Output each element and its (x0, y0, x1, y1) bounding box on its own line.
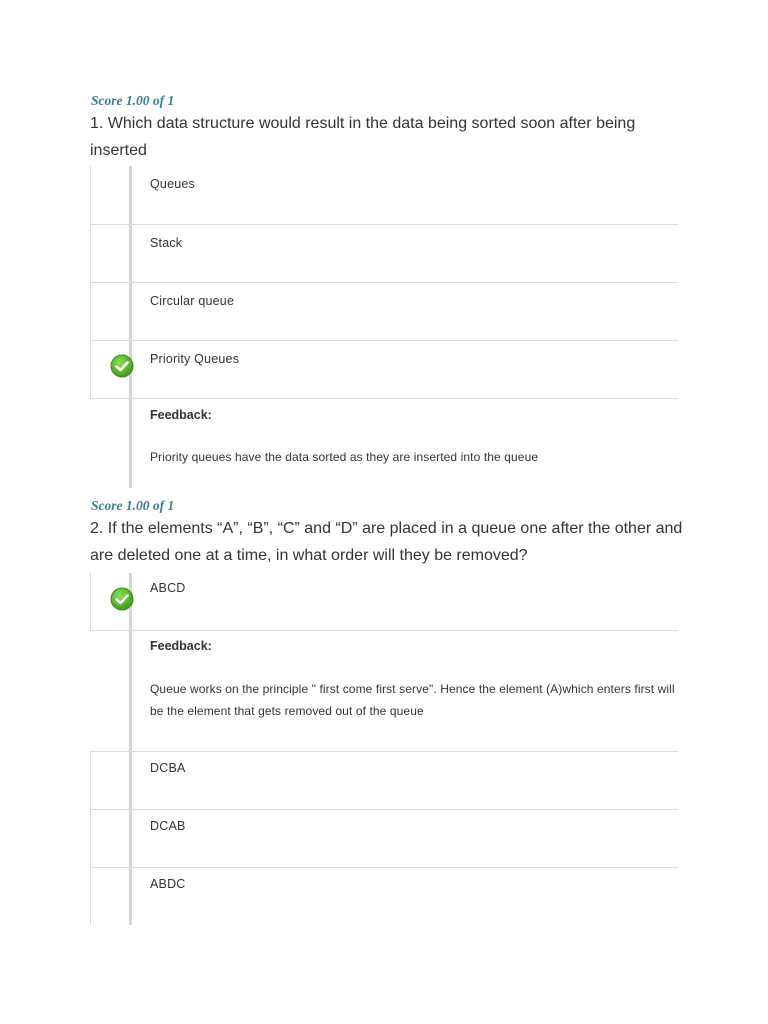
check-circle-icon (110, 354, 134, 378)
answer-label: ABCD (150, 581, 186, 595)
feedback-label: Feedback: (150, 639, 212, 653)
answer-label: DCBA (150, 761, 186, 775)
answer-label: ABDC (150, 877, 186, 891)
answer-option[interactable] (90, 224, 678, 282)
feedback-label: Feedback: (150, 408, 212, 422)
feedback-panel (90, 398, 678, 488)
answer-option[interactable] (90, 751, 678, 809)
answer-option[interactable] (90, 809, 678, 867)
feedback-panel (90, 630, 678, 751)
answer-option[interactable] (90, 166, 678, 224)
answer-option[interactable] (90, 867, 678, 925)
answer-label: Circular queue (150, 294, 235, 308)
answer-option-correct[interactable] (90, 340, 678, 398)
answer-option[interactable] (90, 282, 678, 340)
question-1-text: 1. Which data structure would result in the data being sorted soon after being inserted (90, 115, 636, 159)
question-2-score: Score 1.00 of 1 (91, 498, 175, 513)
check-circle-icon (110, 587, 134, 611)
question-2-answers (90, 573, 678, 925)
question-2-text: 2. If the elements “A”, “B”, “C” and “D” are placed in a queue one after the other and are deleted one at a time, in what order will they be removed? (90, 520, 683, 564)
answer-label: DCAB (150, 819, 186, 833)
question-1-answers (90, 166, 678, 488)
feedback-text: Priority queues have the data sorted as they are inserted into the queue (150, 450, 539, 464)
feedback-text: Queue works on the principle " first come first serve". Hence the element (A)which enters first will be the element that gets removed out of the queue (150, 682, 675, 718)
answer-label: Priority Queues (150, 352, 240, 366)
answer-label: Queues (150, 177, 195, 191)
answer-option-correct[interactable] (90, 573, 678, 630)
question-1-score: Score 1.00 of 1 (91, 93, 175, 108)
answer-label: Stack (150, 236, 183, 250)
